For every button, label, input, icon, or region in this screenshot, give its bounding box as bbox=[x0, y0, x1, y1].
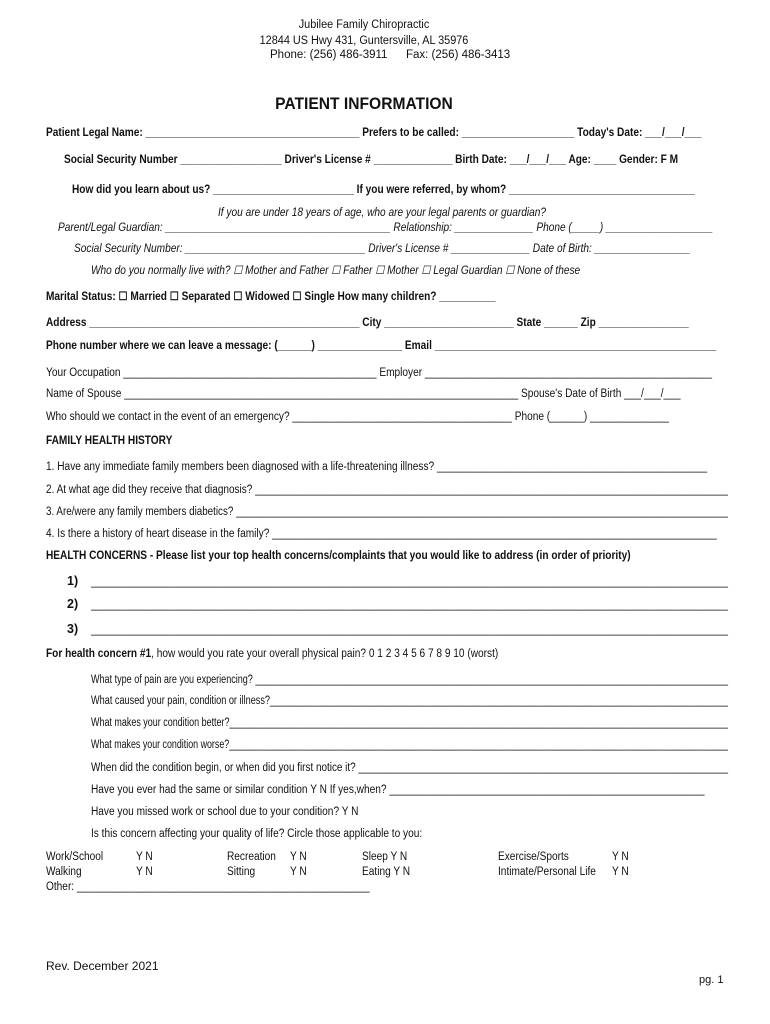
concern-line-1[interactable]: ______________________________________________________________________________________________________________________________________ bbox=[91, 576, 728, 588]
concern-number-2: 2) bbox=[67, 597, 79, 611]
quality-eating[interactable]: Eating Y N bbox=[362, 866, 411, 878]
ssn-line[interactable]: Social Security Number __________________ Driver's License # ______________ Birth Date: ___/___/___ Age: ____ Gender: F M bbox=[64, 154, 679, 166]
emergency-contact-line[interactable]: Who should we contact in the event of an emergency? _______________________________________ Phone (______) ______________ bbox=[46, 411, 669, 423]
quality-of-life-prompt: Is this concern affecting your quality of life? Circle those applicable to you: bbox=[91, 828, 423, 840]
missed-work-line[interactable]: Have you missed work or school due to your condition? Y N bbox=[91, 806, 359, 818]
guardian-ssn-line[interactable]: Social Security Number: ________________________________ Driver's License # ______________ Date of Birth: _________________ bbox=[74, 243, 691, 255]
page-number: pg. 1 bbox=[699, 974, 724, 986]
quality-recreation-yn[interactable]: Y N bbox=[290, 851, 307, 863]
family-history-q2[interactable]: 2. At what age did they receive that diagnosis? _____________________________________________________________________________________ bbox=[46, 484, 728, 496]
quality-exercise-yn[interactable]: Y N bbox=[612, 851, 629, 863]
marital-status-checkboxes[interactable]: Marital Status: ☐ Married ☐ Separated ☐ Widowed ☐ Single How many children? __________ bbox=[46, 291, 496, 303]
clinic-phone: Phone: (256) 486-3911 bbox=[270, 49, 388, 61]
spouse-line[interactable]: Name of Spouse ______________________________________________________________________ Spouse's Date of Birth ___/___/___ bbox=[46, 388, 681, 400]
concern-number-3: 3) bbox=[67, 622, 79, 636]
referral-line[interactable]: How did you learn about us? _________________________ If you were referred, by whom? _________________________________ bbox=[72, 184, 695, 196]
revision-date: Rev. December 2021 bbox=[46, 959, 159, 973]
quality-other-line[interactable]: Other: ____________________________________________________ bbox=[46, 881, 370, 893]
guardian-line[interactable]: Parent/Legal Guardian: ________________________________________ Relationship: ______________ Phone (_____) ___________________ bbox=[58, 222, 714, 234]
pain-type-line[interactable]: What type of pain are you experiencing? ______________________________________________________________________________________________ bbox=[91, 674, 728, 686]
concern-line-2[interactable]: ______________________________________________________________________________________________________________________________________ bbox=[91, 599, 728, 611]
quality-intimate-yn[interactable]: Y N bbox=[612, 866, 629, 878]
family-history-heading: FAMILY HEALTH HISTORY bbox=[46, 435, 173, 447]
pain-scale-text: , how would you rate your overall physical pain? 0 1 2 3 4 5 6 7 8 9 10 (worst) bbox=[151, 648, 499, 660]
quality-sitting-yn[interactable]: Y N bbox=[290, 866, 307, 878]
under-18-note: If you are under 18 years of age, who are your legal parents or guardian? bbox=[218, 207, 546, 219]
phone-email-line[interactable]: Phone number where we can leave a message: (______) _______________ Email __________________________________________________ bbox=[46, 340, 717, 352]
quality-work-label: Work/School bbox=[46, 851, 104, 863]
clinic-name: Jubilee Family Chiropractic bbox=[298, 19, 430, 31]
condition-onset-line[interactable]: When did the condition begin, or when did you first notice it? ___________________________________________________________________ bbox=[91, 762, 728, 774]
quality-work-yn[interactable]: Y N bbox=[136, 851, 153, 863]
condition-worse-line[interactable]: What makes your condition worse?_____________________________________________________________________________________________________ bbox=[91, 739, 728, 751]
family-history-q4[interactable]: 4. Is there a history of heart disease in the family? _______________________________________________________________________________ bbox=[46, 528, 717, 540]
occupation-line[interactable]: Your Occupation _____________________________________________ Employer ___________________________________________________ bbox=[46, 367, 712, 379]
clinic-fax: Fax: (256) 486-3413 bbox=[406, 49, 511, 61]
pain-scale-lead: For health concern #1 bbox=[46, 648, 152, 660]
quality-sleep[interactable]: Sleep Y N bbox=[362, 851, 408, 863]
health-concerns-heading: HEALTH CONCERNS - Please list your top health concerns/complaints that you would like to address (in order of priority) bbox=[46, 550, 631, 562]
family-history-q1[interactable]: 1. Have any immediate family members been diagnosed with a life-threatening illness? ________________________________________________ bbox=[46, 461, 708, 473]
concern-number-1: 1) bbox=[67, 574, 79, 588]
quality-walking-label: Walking bbox=[46, 866, 82, 878]
pain-scale-row[interactable] bbox=[46, 649, 498, 661]
quality-intimate-label: Intimate/Personal Life bbox=[498, 866, 596, 878]
quality-exercise-label: Exercise/Sports bbox=[498, 851, 569, 863]
lives-with-checkboxes[interactable]: Who do you normally live with? ☐ Mother and Father ☐ Father ☐ Mother ☐ Legal Guardian ☐ None of these bbox=[91, 265, 581, 277]
page-title: PATIENT INFORMATION bbox=[275, 95, 453, 113]
concern-line-3[interactable]: ______________________________________________________________________________________________________________________________________ bbox=[91, 624, 728, 636]
similar-condition-line[interactable]: Have you ever had the same or similar condition Y N If yes,when? ________________________________________________________ bbox=[91, 784, 705, 796]
family-history-q3[interactable]: 3. Are/were any family members diabetics? __________________________________________________________________________________________ bbox=[46, 506, 728, 518]
clinic-address: 12844 US Hwy 431, Guntersville, AL 35976 bbox=[259, 35, 469, 47]
address-line[interactable]: Address ________________________________________________ City _______________________ State ______ Zip ________________ bbox=[46, 317, 689, 329]
pain-cause-line[interactable]: What caused your pain, condition or illness?__________________________________________________________________________________________ bbox=[91, 695, 729, 707]
quality-sitting-label: Sitting bbox=[227, 866, 256, 878]
condition-better-line[interactable]: What makes your condition better?____________________________________________________________________________________________________ bbox=[91, 717, 728, 729]
quality-walking-yn[interactable]: Y N bbox=[136, 866, 153, 878]
quality-recreation-label: Recreation bbox=[227, 851, 276, 863]
patient-name-line[interactable]: Patient Legal Name: ______________________________________ Prefers to be called: ____________________ Today's Date: ___/___/___ bbox=[46, 127, 702, 139]
